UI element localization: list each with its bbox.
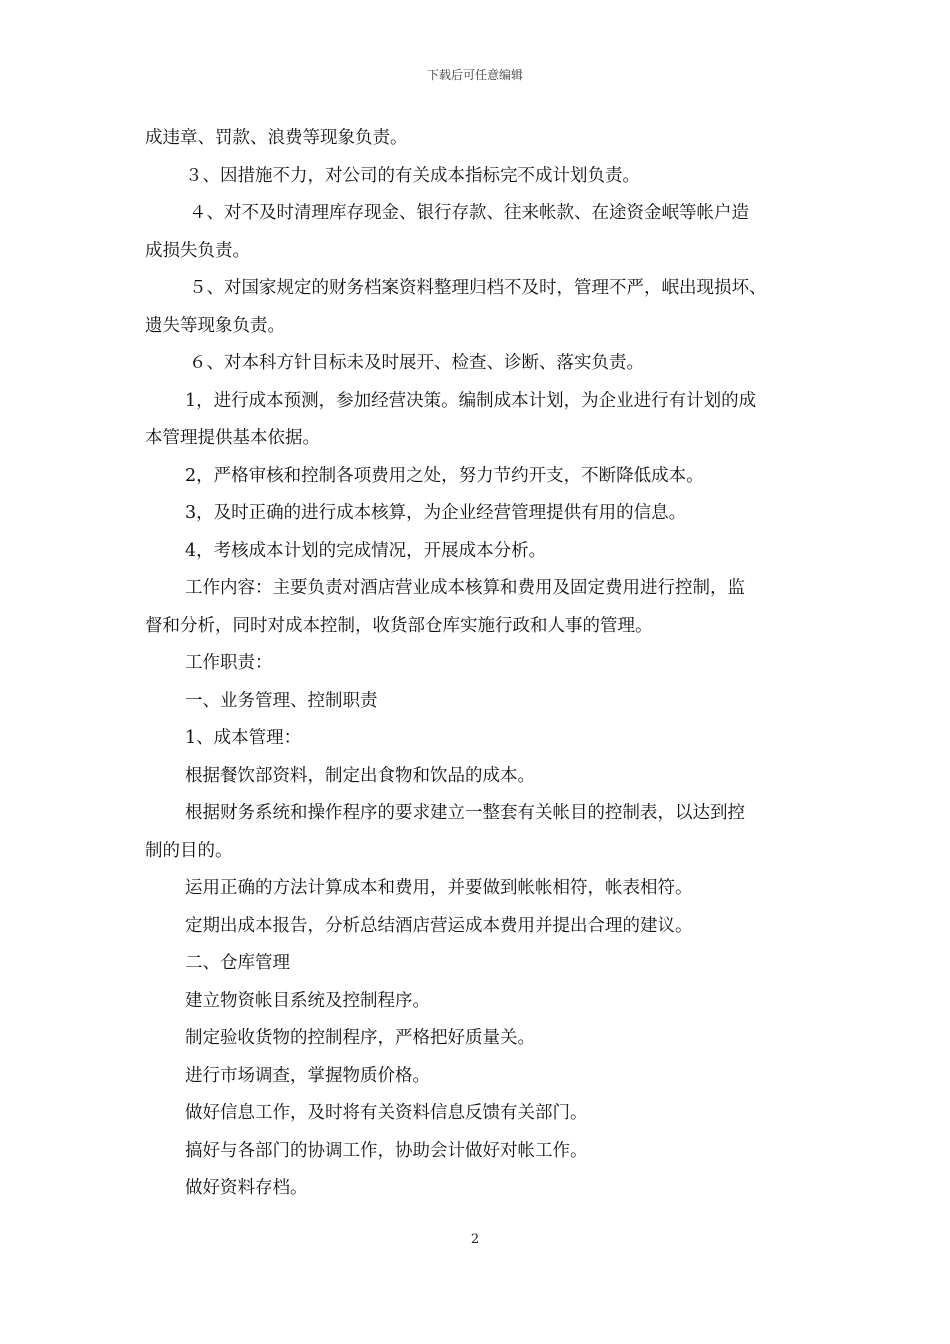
document-body — [145, 120, 815, 1208]
paragraph: 做好信息工作，及时将有关资料信息反馈有关部门。 — [185, 1103, 588, 1123]
paragraph: 进行市场调查，掌握物质价格。 — [185, 1065, 430, 1086]
paragraph: 建立物资帐目系统及控制程序。 — [185, 990, 430, 1011]
paragraph: 成损失负责。 — [145, 240, 250, 261]
paragraph: 遗失等现象负责。 — [145, 315, 285, 336]
paragraph: 根据财务系统和操作程序的要求建立一整套有关帐目的控制表，以达到控 — [185, 803, 745, 823]
paragraph: 2，严格审核和控制各项费用之处，努力节约开支，不断降低成本。 — [185, 465, 704, 486]
paragraph: ４、对不及时清理库存现金、银行存款、往来帐款、在途资金岷等帐户造 — [189, 203, 749, 223]
paragraph: 督和分析，同时对成本控制，收货部仓库实施行政和人事的管理。 — [145, 615, 653, 636]
paragraph: 做好资料存档。 — [185, 1178, 308, 1198]
paragraph: 本管理提供基本依据。 — [145, 428, 320, 448]
paragraph: 3，及时正确的进行成本核算，为企业经营管理提供有用的信息。 — [185, 503, 687, 523]
paragraph: 工作内容：主要负责对酒店营业成本核算和费用及固定费用进行控制，监 — [185, 578, 745, 598]
paragraph: 根据餐饮部资料，制定出食物和饮品的成本。 — [185, 765, 535, 786]
paragraph: 制定验收货物的控制程序，严格把好质量关。 — [185, 1028, 535, 1048]
page-header: 下载后可任意编辑 — [426, 68, 523, 82]
paragraph: 运用正确的方法计算成本和费用，并要做到帐帐相符，帐表相符。 — [185, 878, 693, 898]
paragraph: 工作职责： — [185, 653, 273, 673]
paragraph: 定期出成本报告，分析总结酒店营运成本费用并提出合理的建议。 — [185, 915, 693, 936]
paragraph: ３、因措施不力，对公司的有关成本指标完不成计划负责。 — [185, 165, 640, 186]
paragraph: ６、对本科方针目标未及时展开、检查、诊断、落实负责。 — [189, 353, 644, 373]
paragraph: 4，考核成本计划的完成情况，开展成本分析。 — [185, 540, 547, 561]
paragraph: 成违章、罚款、浪费等现象负责。 — [145, 128, 408, 148]
paragraph: 搞好与各部门的协调工作，协助会计做好对帐工作。 — [185, 1140, 588, 1161]
paragraph: 1，进行成本预测，参加经营决策。编制成本计划，为企业进行有计划的成 — [185, 390, 757, 411]
page-number: 2 — [470, 1232, 480, 1247]
section-heading: 二、仓库管理 — [185, 953, 290, 973]
paragraph: 制的目的。 — [145, 840, 233, 861]
subsection-heading: 1、成本管理： — [185, 728, 302, 748]
section-heading: 一、业务管理、控制职责 — [185, 690, 378, 711]
paragraph: ５、对国家规定的财务档案资料整理归档不及时，管理不严，岷出现损坏、 — [189, 278, 767, 298]
